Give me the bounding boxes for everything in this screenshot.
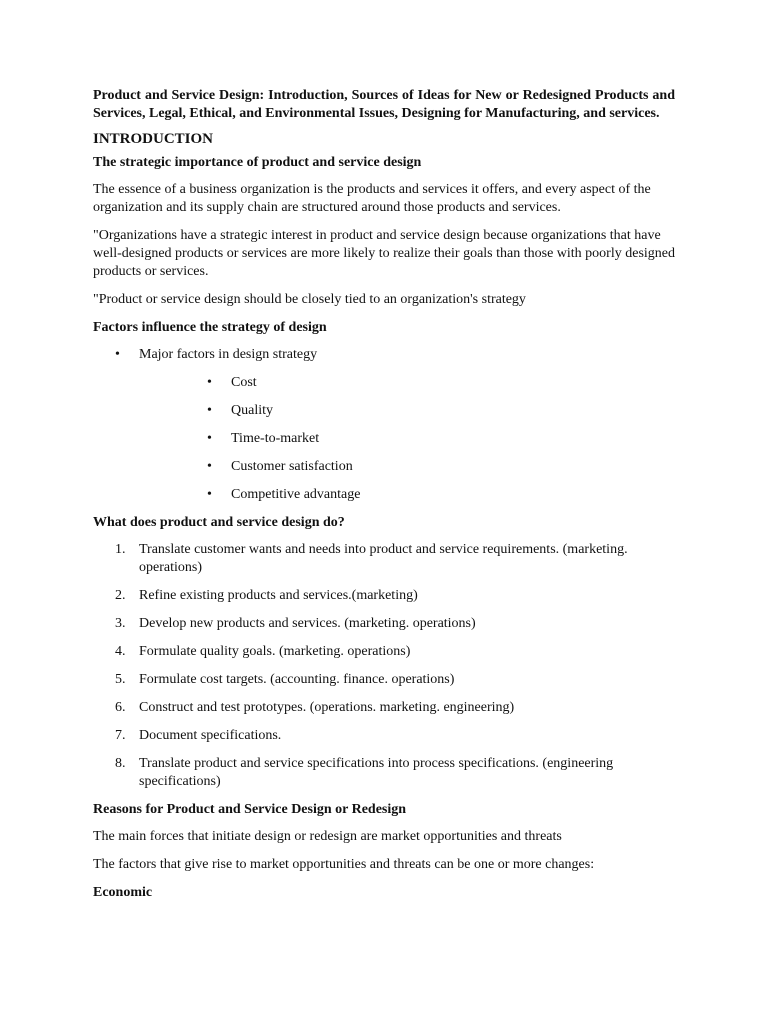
factors-sublist [139, 374, 675, 504]
paragraph: The main forces that initiate design or redesign are market opportunities and threats [93, 829, 562, 844]
list-item: • Cost [139, 374, 675, 392]
paragraph: "Product or service design should be closely tied to an organization's strategy [93, 292, 526, 307]
list-item: • Competitive advantage [139, 486, 675, 504]
list-item: • Time-to-market [139, 430, 675, 448]
list-item-text: Document specifications. [139, 728, 282, 743]
document-title: Product and Service Design: Introduction, Sources of Ideas for New or Redesigned Products and Services, Legal, Ethical, and Environmental Issues, Designing for Manufacturing, and services. [93, 88, 675, 121]
list-number: 6. [115, 700, 126, 715]
list-item [93, 346, 675, 504]
design-purpose-list [93, 541, 675, 791]
list-item-text: Major factors in design strategy [139, 347, 318, 362]
paragraph: The essence of a business organization is the products and services it offers, and every aspect of the organization and its supply chain are structured around those products and services. [93, 182, 651, 215]
list-item-text: Refine existing products and services.(marketing) [139, 588, 418, 603]
factors-list [93, 346, 675, 504]
list-item: • Quality [139, 402, 675, 420]
list-item [93, 699, 675, 717]
list-item-text: Translate customer wants and needs into product and service requirements. (marketing. operations) [139, 542, 628, 575]
list-item [93, 671, 675, 689]
list-item [93, 727, 675, 745]
list-item-text: Formulate cost targets. (accounting. finance. operations) [139, 672, 455, 687]
list-item [93, 755, 675, 791]
list-number: 7. [115, 728, 126, 743]
list-item [93, 643, 675, 661]
list-item: • Customer satisfaction [139, 458, 675, 476]
list-number: 1. [115, 542, 126, 557]
list-item [93, 587, 675, 605]
list-number: 3. [115, 616, 126, 631]
paragraph: "Organizations have a strategic interest in product and service design because organizations that have well-designed products or services are more likely to realize their goals than those with poorly designed products or services. [93, 228, 675, 279]
list-item-text: Develop new products and services. (marketing. operations) [139, 616, 476, 631]
document-page [93, 87, 675, 911]
list-number: 5. [115, 672, 126, 687]
design-strategy-factors-heading: Factors influence the strategy of design [93, 320, 327, 335]
list-item [93, 541, 675, 577]
list-number: 8. [115, 756, 126, 771]
list-number: 4. [115, 644, 126, 659]
economic-subheading: Economic [93, 885, 153, 900]
strategic-importance-heading: The strategic importance of product and service design [93, 155, 422, 170]
list-item-text: Formulate quality goals. (marketing. operations) [139, 644, 411, 659]
design-purpose-heading: What does product and service design do? [93, 515, 345, 530]
list-item [93, 615, 675, 633]
list-item-text: Construct and test prototypes. (operations. marketing. engineering) [139, 700, 515, 715]
list-number: 2. [115, 588, 126, 603]
redesign-reasons-heading: Reasons for Product and Service Design or Redesign [93, 802, 407, 817]
list-item-text: Translate product and service specifications into process specifications. (engineering specifications) [139, 756, 614, 789]
paragraph: The factors that give rise to market opportunities and threats can be one or more changes: [93, 857, 595, 872]
introduction-heading: INTRODUCTION [93, 131, 214, 147]
